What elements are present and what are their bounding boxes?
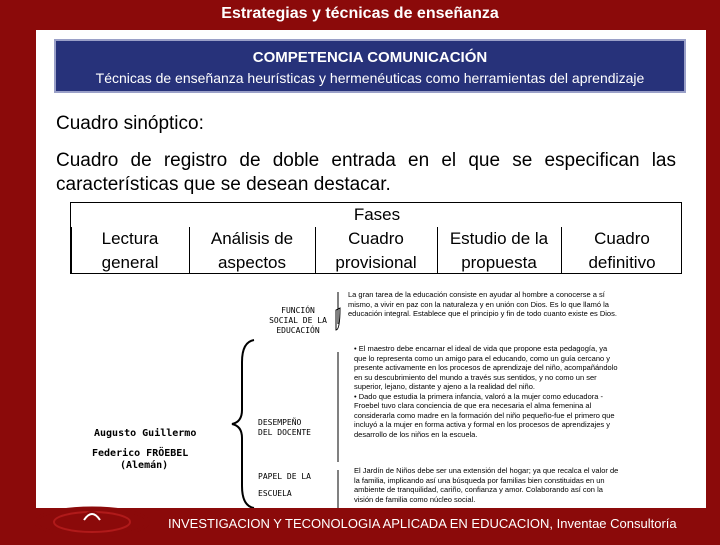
footer-label: INVESTIGACION Y TECONOLOGIA APLICADA EN EDUCACION, Inventae Consultoría bbox=[168, 516, 677, 531]
author-name: Augusto Guillermo bbox=[94, 428, 197, 439]
phase-3-line2: provisional bbox=[335, 253, 417, 272]
phase-1-line2: general bbox=[101, 253, 159, 272]
company-logo-icon bbox=[30, 500, 160, 545]
phase-4-line2: propuesta bbox=[461, 253, 537, 272]
phase-5-line1: Cuadro bbox=[594, 229, 650, 248]
section-heading: Cuadro sinóptico: bbox=[56, 113, 204, 134]
author-nationality: (Alemán) bbox=[120, 460, 169, 471]
description-teacher-performance: • El maestro debe encarnar el ideal de vida que propone esta pedagogía, ya que lo representa como un amigo para el educando, como un guía cercano y presente activamente en los procesos de aprendizaje del niño, acompañándolo en su descubrimiento del mundo a través sus sentidos, y no como un ser superior, lejano, distante y ajeno a la realidad del niño. • Dado que estudia la primera infancia, valoró a la mujer como educadora - Froebel tuvo clara conciencia de que era necesaria el alma femenina al considerarla como madre en la formación del niño pequeño-fue el primero que incluyó a la mujer en forma activa y formal en los procesos de aprendizajes y desarrollo de los niños en la escuela. bbox=[354, 344, 618, 439]
author-surname: Federico FRÖEBEL bbox=[92, 448, 189, 459]
phase-cell-2 bbox=[189, 227, 315, 275]
phase-5-line2: definitivo bbox=[588, 253, 656, 272]
section-paragraph: Cuadro de registro de doble entrada en el que se especifican las características que se desean destacar. bbox=[56, 150, 676, 195]
phase-cell-4 bbox=[437, 227, 561, 275]
banner-title: COMPETENCIA COMUNICACIÓN bbox=[252, 49, 488, 66]
phase-cell-5 bbox=[561, 227, 683, 275]
phase-3-line1: Cuadro bbox=[348, 229, 404, 248]
description-school-role: El Jardín de Niños debe ser una extensión del hogar; ya que recalca el valor de la familia, implicando así una búsqueda por familias bien constituidas en un ambiente de tranquilidad, cariño, confianza y amor. Colaborando así con la visión de familia como núcleo social. bbox=[354, 466, 619, 504]
competence-banner bbox=[54, 39, 686, 93]
banner-subtitle: Técnicas de enseñanza heurísticas y hermenéuticas como herramientas del aprendizaje bbox=[95, 70, 645, 86]
slide-header-title: Estrategias y técnicas de enseñanza bbox=[221, 5, 499, 22]
phase-1-line1: Lectura bbox=[101, 229, 159, 248]
phase-cell-3 bbox=[315, 227, 437, 275]
slide-body bbox=[36, 30, 706, 508]
synoptic-diagram bbox=[36, 282, 706, 508]
phase-2-line2: aspectos bbox=[217, 253, 287, 272]
phases-table bbox=[70, 202, 682, 274]
phase-cell-1 bbox=[71, 227, 189, 275]
topic-school-role: PAPEL DE LA ESCUELA bbox=[258, 472, 311, 498]
topic-teacher-performance: DESEMPEÑO DEL DOCENTE bbox=[258, 418, 311, 437]
phases-group-label: Fases bbox=[353, 205, 401, 224]
phase-4-line1: Estudio de la bbox=[449, 229, 549, 248]
topic-social-function: FUNCIÓN SOCIAL DE LA EDUCACIÓN bbox=[269, 306, 327, 335]
footer-banner bbox=[168, 508, 714, 540]
phase-2-line1: Análisis de bbox=[210, 229, 294, 248]
description-social-function: La gran tarea de la educación consiste en ayudar al hombre a conocerse a sí mismo, a vivir en paz con la naturaleza y en unión con Dios. Es lo que llamó la educación integral. Establece que el principio y fin de todo cuanto existe es Dios. bbox=[348, 290, 617, 318]
